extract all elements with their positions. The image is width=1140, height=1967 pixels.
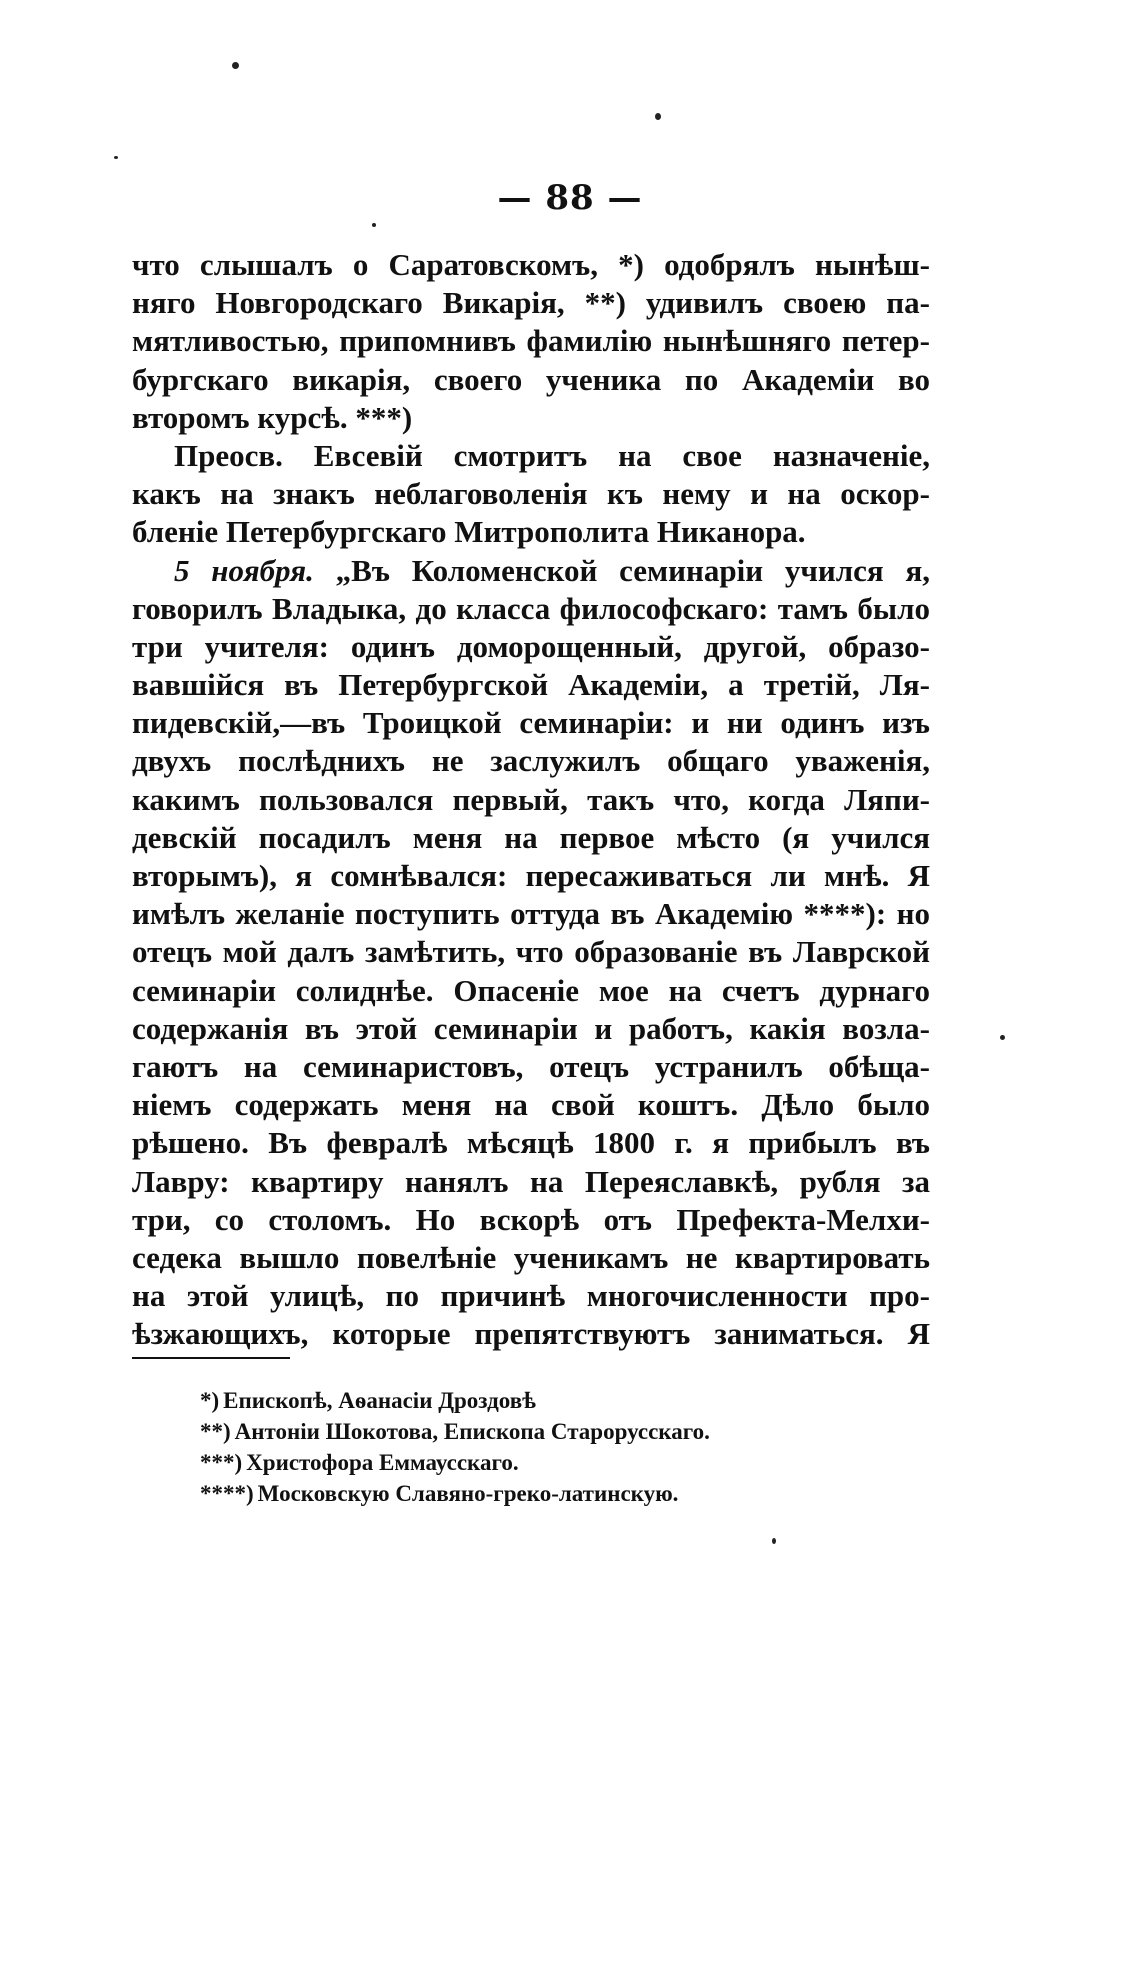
text-line <box>132 552 930 590</box>
footnotes <box>200 1385 920 1509</box>
text-line: говорилъ Владыка, до класса философскаго: тамъ было <box>132 590 930 626</box>
footnote <box>200 1478 920 1509</box>
text-line: девскій посадилъ меня на первое мѣсто (я учился <box>132 819 930 855</box>
footnote <box>200 1447 920 1478</box>
footnote-mark: **) <box>200 1419 231 1444</box>
text-line: ѣзжающихъ, которые препятствуютъ заниматься. Я <box>132 1316 930 1352</box>
scan-speck <box>772 1538 776 1544</box>
footnote-text: Московскую Славяно-греко-латинскую. <box>257 1481 679 1506</box>
text-line: три учителя: одинъ доморощенный, другой, образо- <box>132 628 930 664</box>
footnote-rule <box>132 1357 290 1359</box>
text-line: какъ на знакъ неблаговоленія къ нему и на оскор- <box>132 476 930 512</box>
text-line: какимъ пользовался первый, такъ что, когда Ляпи- <box>132 781 930 817</box>
text-line: няго Новгородскаго Викарія, **) удивилъ своею па- <box>132 285 930 321</box>
scan-speck <box>372 223 376 227</box>
text-line: имѣлъ желаніе поступить оттуда въ Академію ****): но <box>132 896 930 932</box>
text-line: гаютъ на семинаристовъ, отецъ устранилъ обѣща- <box>132 1048 930 1084</box>
scan-speck <box>1000 1035 1005 1040</box>
text-line: на этой улицѣ, по причинѣ многочисленности про- <box>132 1278 930 1314</box>
text-line: Лавру: квартиру нанялъ на Переяславкѣ, рубля за <box>132 1163 930 1199</box>
text-line: мятливостью, припомнивъ фамилію нынѣшняго петер- <box>132 323 930 359</box>
page-number: — 88 — <box>497 178 643 218</box>
scan-speck <box>232 62 239 69</box>
footnote-mark: ***) <box>200 1450 243 1475</box>
entry-date: 5 ноября. <box>174 552 314 588</box>
text-line: рѣшено. Въ февралѣ мѣсяцѣ 1800 г. я прибылъ въ <box>132 1125 930 1161</box>
footnote <box>200 1416 920 1447</box>
text-line: пидевскій,—въ Троицкой семинаріи: и ни одинъ изъ <box>132 705 930 741</box>
text-line: семинаріи солиднѣе. Опасеніе мое на счетъ дурнаго <box>132 972 930 1008</box>
text-line: бленіе Петербургскаго Митрополита Никанора. <box>132 514 806 550</box>
text-line: двухъ послѣднихъ не заслужилъ общаго уваженія, <box>132 743 930 779</box>
text-line-content: „Въ Коломенской семинаріи учился я, <box>313 552 930 588</box>
scan-speck <box>114 156 118 159</box>
text-line: бургскаго викарія, своего ученика по Академіи во <box>132 361 930 397</box>
text-line: вавшійся въ Петербургской Академіи, а третій, Ля- <box>132 667 930 703</box>
footnote-mark: ****) <box>200 1481 254 1506</box>
text-line: что слышалъ о Саратовскомъ, *) одобрялъ нынѣш- <box>132 247 930 282</box>
footnote <box>200 1385 920 1416</box>
text-line: ніемъ содержать меня на свой коштъ. Дѣло было <box>132 1087 930 1123</box>
text-line: Преосв. Евсевій смотритъ на свое назначеніе, <box>174 437 930 473</box>
scan-speck <box>655 113 661 120</box>
text-line: седека вышло повелѣніе ученикамъ не квартировать <box>132 1239 930 1275</box>
text-line: второмъ курсѣ. ***) <box>132 399 413 435</box>
footnote-mark: *) <box>200 1388 220 1413</box>
footnote-text: Епископѣ, Аѳанасіи Дроздовѣ <box>223 1388 536 1413</box>
body-text <box>132 246 930 1353</box>
text-line: содержанія въ этой семинаріи и работъ, какія возла- <box>132 1010 930 1046</box>
text-line: три, со столомъ. Но вскорѣ отъ Префекта-Мелхи- <box>132 1201 930 1237</box>
text-line: вторымъ), я сомнѣвался: пересаживаться ли мнѣ. Я <box>132 858 930 893</box>
text-line: отецъ мой далъ замѣтить, что образованіе въ Лаврской <box>132 934 930 970</box>
footnote-text: Антоніи Шокотова, Епископа Старорусскаго. <box>234 1419 710 1444</box>
footnote-text: Христофора Еммаусскаго. <box>246 1450 519 1475</box>
